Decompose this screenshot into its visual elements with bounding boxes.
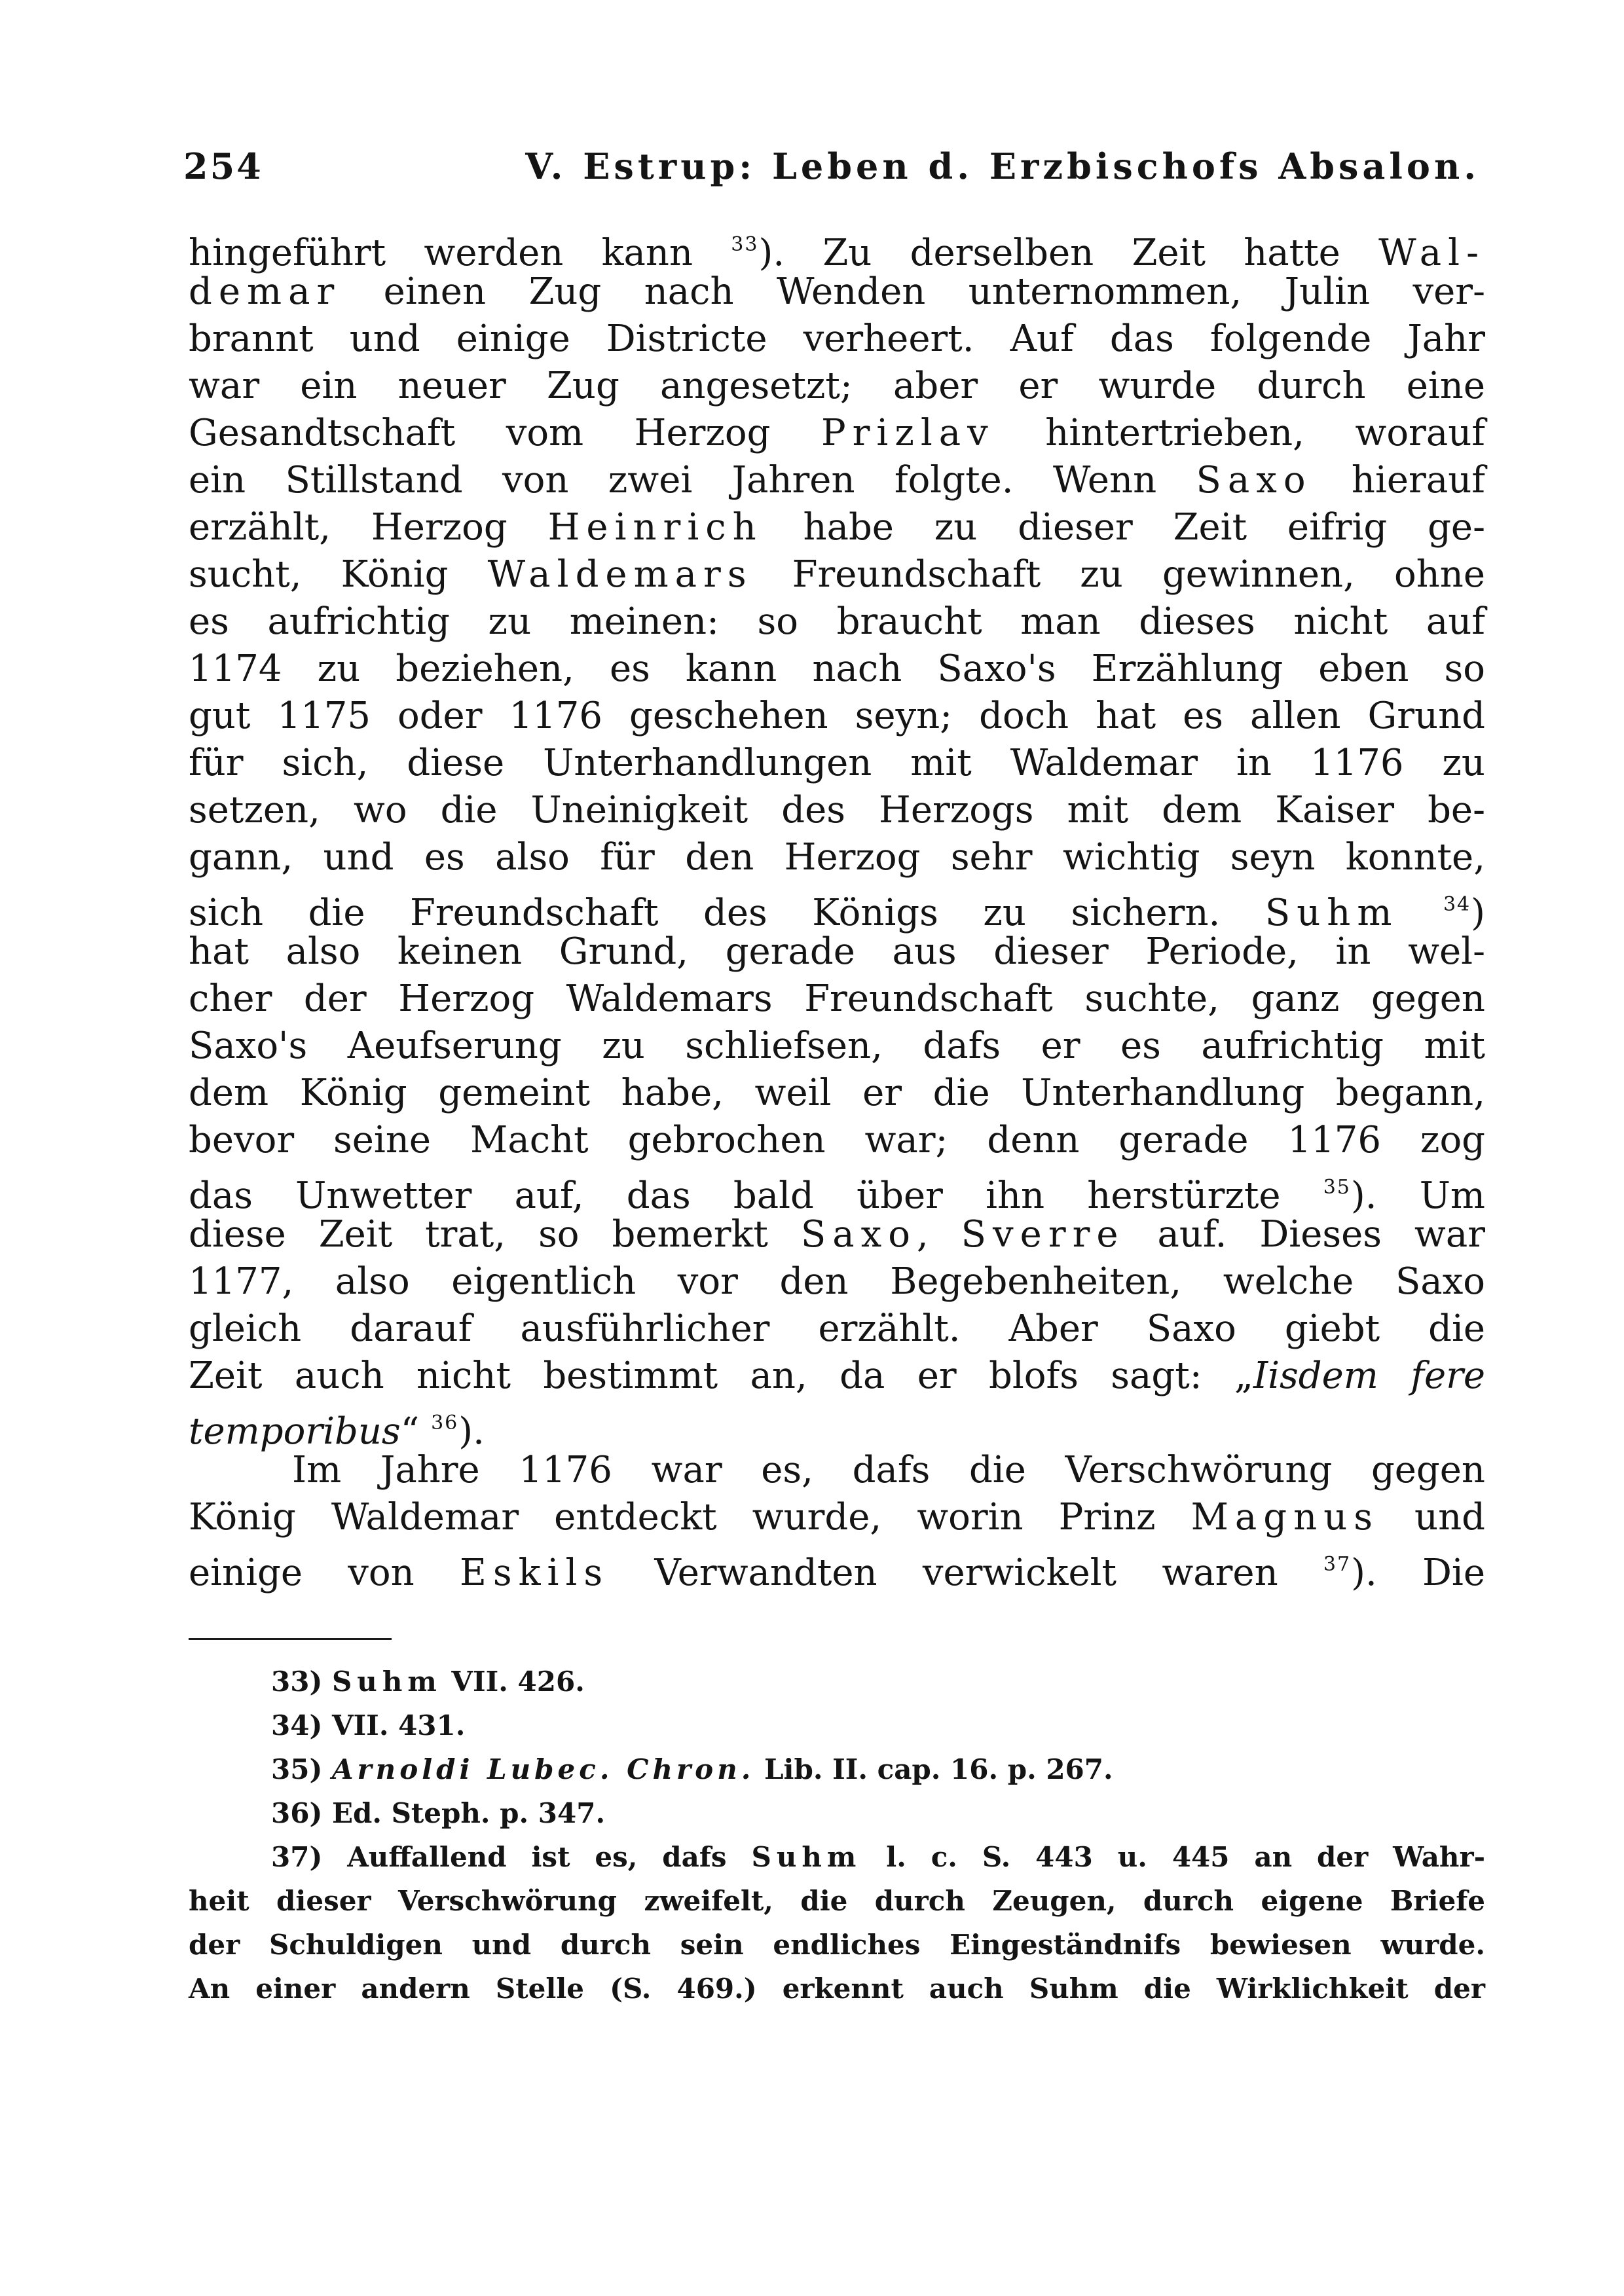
text-line: 1177, also eigentlich vor den Begebenheiten, welche Saxo [189, 1260, 1485, 1303]
text-line: demar einen Zug nach Wenden unternommen, Julin ver- [189, 270, 1485, 313]
text-line: ein Stillstand von zwei Jahren folgte. Wenn Saxo hierauf [189, 459, 1485, 501]
spaced-name: Prizlav [821, 412, 995, 454]
footnotes [189, 1660, 1485, 2011]
footnote-ref[interactable]: 34 [1443, 893, 1471, 916]
spaced-name: Magnus [1190, 1496, 1380, 1539]
footnote-37-line: An einer andern Stelle (S. 469.) erkennt auch Suhm die Wirklichkeit der [189, 1973, 1485, 2005]
text-line: brannt und einige Districte verheert. Auf das folgende Jahr [189, 318, 1485, 360]
text-line: setzen, wo die Uneinigkeit des Herzogs mit dem Kaiser be- [189, 789, 1485, 831]
paragraph-start-line: Im Jahre 1176 war es, dafs die Verschwörung gegen [292, 1449, 1485, 1491]
spaced-name: Sverre [961, 1213, 1125, 1256]
text-line: gut 1175 oder 1176 geschehen seyn; doch hat es allen Grund [189, 695, 1485, 737]
text-line: Saxo's Aeufserung zu schliefsen, dafs er es aufrichtig mit [189, 1025, 1485, 1067]
text-line: hingeführt werden kann $^{33}$). Zu derselben Zeit hatte Wal- [189, 232, 1485, 274]
text-line: temporibus“ $^{36}$). [189, 1410, 485, 1453]
spaced-name: Saxo [800, 1213, 917, 1256]
text-line: cher der Herzog Waldemars Freundschaft suchte, ganz gegen [189, 977, 1485, 1020]
footnote-33: 33) Suhm VII. 426. [271, 1666, 585, 1698]
spaced-name: Waldemars [487, 553, 753, 596]
spaced-name: Saxo [1196, 459, 1312, 501]
footnote-34: 34) VII. 431. [271, 1709, 466, 1741]
italic-quote: temporibus [189, 1410, 401, 1453]
spaced-name: Heinrich [547, 506, 763, 549]
footnote-35: 35) Arnoldi Lubec. Chron. Lib. II. cap. 16. p. 267. [271, 1753, 1113, 1785]
text-line: dem König gemeint habe, weil er die Unterhandlung begann, [189, 1072, 1485, 1114]
text-line: 1174 zu beziehen, es kann nach Saxo's Erzählung eben so [189, 647, 1485, 690]
text-line: gann, und es also für den Herzog sehr wichtig seyn konnte, [189, 836, 1485, 879]
text-line: bevor seine Macht gebrochen war; denn gerade 1176 zog [189, 1119, 1485, 1161]
text-line: für sich, diese Unterhandlungen mit Waldemar in 1176 zu [189, 742, 1485, 784]
body-text [189, 221, 1486, 1594]
footnote-37-line: heit dieser Verschwörung zweifelt, die durch Zeugen, durch eigene Briefe [189, 1885, 1485, 1917]
italic-quote: Iisdem fere [1253, 1355, 1485, 1397]
text-line: Zeit auch nicht bestimmt an, da er blofs sagt: „Iisdem fere [189, 1355, 1485, 1397]
text-line: es aufrichtig zu meinen: so braucht man dieses nicht auf [189, 600, 1485, 643]
footnote-ref[interactable]: 35 [1323, 1176, 1351, 1199]
text-line: war ein neuer Zug angesetzt; aber er wurde durch eine [189, 365, 1485, 407]
footnote-ref[interactable]: 33 [731, 233, 759, 256]
text-line: sucht, König Waldemars Freundschaft zu gewinnen, ohne [189, 553, 1485, 596]
footnote-37-line: der Schuldigen und durch sein endliches Eingeständnifs bewiesen wurde. [189, 1929, 1485, 1961]
text-line: gleich darauf ausführlicher erzählt. Aber Saxo giebt die [189, 1307, 1485, 1350]
text-line: erzählt, Herzog Heinrich habe zu dieser Zeit eifrig ge- [189, 506, 1485, 549]
footnote-36: 36) Ed. Steph. p. 347. [271, 1797, 606, 1829]
footnote-divider [189, 1638, 392, 1640]
spaced-name: Suhm [1264, 892, 1399, 934]
running-title: V. Estrup: Leben d. Erzbischofs Absalon. [525, 145, 1480, 187]
text-line: einige von Eskils Verwandten verwickelt waren $^{37}$). Die [189, 1552, 1485, 1594]
text-line: das Unwetter auf, das bald über ihn herstürzte $^{35}$). Um [189, 1175, 1485, 1217]
page-header [183, 145, 1480, 198]
footnote-37: 37) Auffallend ist es, dafs Suhm l. c. S. 443 u. 445 an der Wahr- [271, 1841, 1486, 1873]
footnote-ref[interactable]: 37 [1323, 1553, 1352, 1576]
text-line: hat also keinen Grund, gerade aus dieser Periode, in wel- [189, 930, 1485, 973]
page-number: 254 [183, 145, 263, 187]
spaced-name: Eskils [460, 1552, 610, 1594]
text-line: diese Zeit trat, so bemerkt Saxo, Sverre auf. Dieses war [189, 1213, 1485, 1256]
footnote-ref[interactable]: 36 [431, 1412, 459, 1434]
text-line: Gesandtschaft vom Herzog Prizlav hintertrieben, worauf [189, 412, 1485, 454]
text-line: König Waldemar entdeckt wurde, worin Prinz Magnus und [189, 1496, 1486, 1539]
text-line: sich die Freundschaft des Königs zu sichern. Suhm $^{34}$) [189, 892, 1485, 934]
